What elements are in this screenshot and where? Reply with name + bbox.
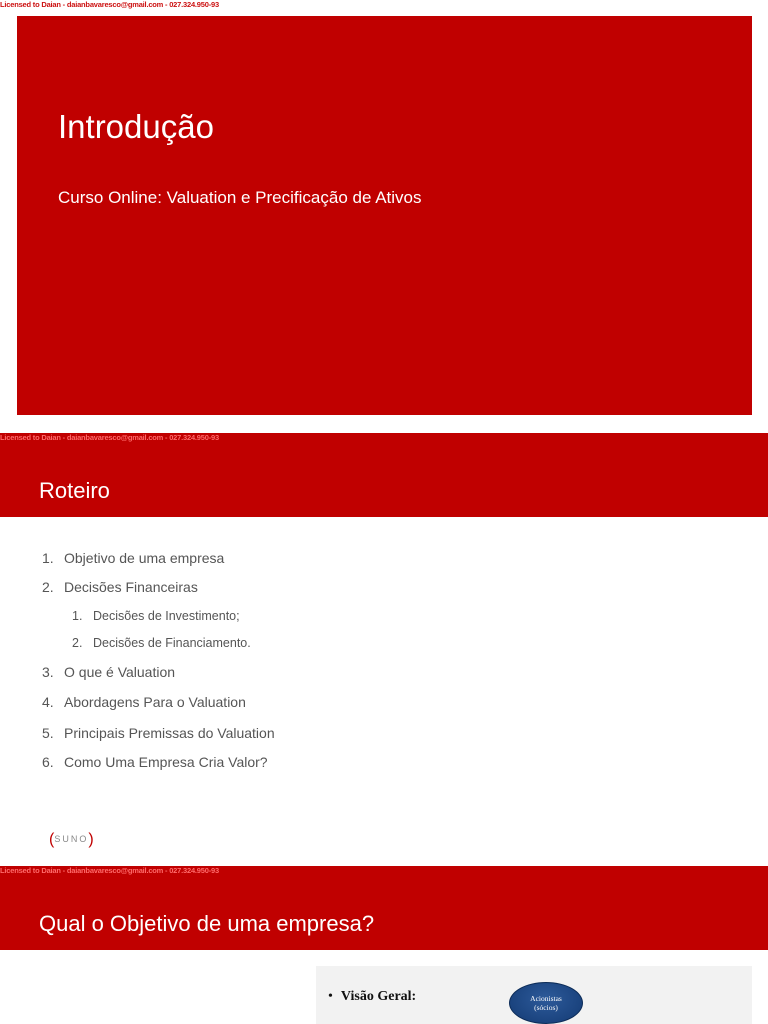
list-item	[42, 694, 246, 710]
node-label: Acionistas	[530, 994, 562, 1003]
list-item	[42, 664, 175, 680]
list-item	[42, 725, 275, 741]
list-item-number: 3.	[42, 664, 54, 680]
node-label: (sócios)	[534, 1003, 558, 1012]
suno-logo	[49, 831, 94, 851]
sub-list-item	[72, 609, 240, 623]
list-item-label: O que é Valuation	[64, 664, 176, 680]
slide-title: Roteiro	[39, 478, 110, 503]
list-item-number: 1.	[72, 609, 83, 623]
list-item-label: Objetivo de uma empresa	[64, 550, 225, 566]
bullet-label: Visão Geral:	[340, 989, 417, 1004]
list-item-label: Principais Premissas do Valuation	[64, 725, 275, 741]
list-item-number: 2.	[42, 579, 54, 595]
header-band	[0, 866, 768, 950]
slide-title: Introdução	[58, 108, 214, 145]
logo-paren-open: (	[49, 831, 55, 848]
list-item-number: 4.	[42, 694, 54, 710]
title-slide	[17, 16, 752, 415]
license-watermark: Licensed to Daian - daianbavaresco@gmail.com - 027.324.950-93	[0, 0, 219, 9]
bullet-icon: •	[328, 989, 333, 1004]
list-item-number: 2.	[72, 636, 83, 650]
slide-title: Qual o Objetivo de uma empresa?	[39, 911, 375, 936]
sub-list-item	[72, 636, 251, 650]
list-item	[42, 579, 198, 595]
list-item-label: Decisões Financeiras	[64, 579, 198, 595]
list-item-number: 6.	[42, 754, 54, 770]
license-watermark: Licensed to Daian - daianbavaresco@gmail.com - 027.324.950-93	[0, 433, 219, 442]
list-item-number: 1.	[42, 550, 54, 566]
list-item-label: Decisões de Investimento;	[93, 609, 240, 623]
list-item-label: Decisões de Financiamento.	[93, 636, 251, 650]
logo-text: SUNO	[54, 834, 89, 844]
list-item	[42, 550, 224, 566]
license-watermark: Licensed to Daian - daianbavaresco@gmail.com - 027.324.950-93	[0, 866, 219, 875]
agenda-slide	[0, 433, 768, 866]
slide-subtitle: Curso Online: Valuation e Precificação de Ativos	[58, 188, 422, 207]
list-item-label: Como Uma Empresa Cria Valor?	[64, 754, 268, 770]
overview-bullet	[328, 989, 416, 1005]
list-item	[42, 754, 268, 770]
header-band	[0, 433, 768, 517]
list-item-number: 5.	[42, 725, 54, 741]
shareholders-node	[509, 982, 583, 1024]
logo-paren-close: )	[88, 831, 94, 848]
list-item-label: Abordagens Para o Valuation	[64, 694, 246, 710]
